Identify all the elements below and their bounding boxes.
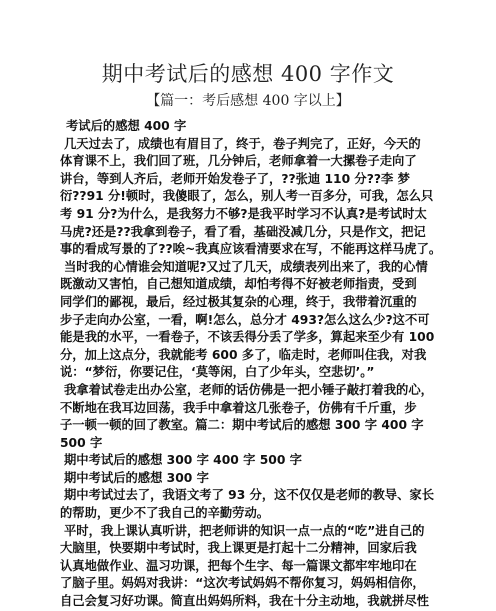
body-line: 考 91 分?为什么，是我努力不够?是我平时学习不认真?是考试时太 <box>60 206 427 221</box>
body-line: 不断地在我耳边回荡，我手中拿着这几张卷子，仿佛有千斤重，步 <box>60 400 417 415</box>
body-line: 几天过去了，成绩也有眉目了，终于，卷子判完了，正好，今天的 <box>64 136 421 151</box>
body-line: 分，加上这点分，我就能考 600 多了，临走时，老师叫住我，对我 <box>60 347 427 362</box>
body-line: 当时我的心情谁会知道呢?又过了几天，成绩表列出来了，我的心情 <box>64 259 428 274</box>
body-line: 衍??91 分!顿时，我傻眼了，怎么，别人考一百多分，可我，怎么只 <box>60 189 434 204</box>
body-line: 大脑里，快要期中考试时，我上课更是打起十二分精神，回家后我 <box>60 541 417 556</box>
body-line: 既激动又害怕，自己想知道成绩，却怕考得不好被老师指责，受到 <box>60 277 417 292</box>
document-body <box>60 118 444 611</box>
body-line: 了脑子里。妈妈对我讲：“这次考试妈妈不帮你复习，妈妈相信你， <box>60 576 425 591</box>
body-line: 500 字 <box>60 435 103 450</box>
body-line: 步子走向办公室，一看，啊!怎么，总分才 493?怎么这么少?这不可 <box>60 312 430 327</box>
body-line: 能是我的水平，一看卷子，不该丢得分丢了学多，算起来至少有 100 <box>60 330 435 345</box>
body-line: 期中考试后的感想 300 字 400 字 500 字 <box>64 453 302 468</box>
body-line: 期中考试后的感想 300 字 <box>64 470 209 485</box>
body-line: 考试后的感想 400 字 <box>66 119 187 133</box>
body-line: 事的看成写景的了??唉~我真应该看清要求在写，不能再这样马虎了。 <box>60 242 442 257</box>
body-line: 马虎?还是??我拿到卷子，看了看，基础没减几分，只是作文，把记 <box>60 224 426 239</box>
body-line: 说：“梦衍，你要记住，‘莫等闲，白了少年头，空悲切’。” <box>60 365 375 380</box>
body-line: 子一顿一顿的回了教室。篇二：期中考试后的感想 300 字 400 字 <box>60 418 424 433</box>
body-line: 体育课不上，我们回了班，几分钟后，老师拿着一大摞卷子走向了 <box>60 154 417 169</box>
body-line: 同学们的鄙视，最后，经过极其复杂的心理，终于，我带着沉重的 <box>60 294 417 309</box>
body-line: 认真地做作业、温习功课，把每个生字、每一篇课文都牢牢地印在 <box>60 558 417 573</box>
body-line: 我拿着试卷走出办公室，老师的话仿佛是一把小锤子敲打着我的心， <box>64 382 433 397</box>
document-subtitle: 【篇一：考后感想 400 字以上】 <box>146 93 350 109</box>
body-line: 的帮助，更少不了我自己的辛勤劳动。 <box>60 506 270 521</box>
document-title: 期中考试后的感想 400 字作文 <box>101 62 395 86</box>
body-line: 讲台，等到人齐后，老师开始发卷子了，??张迪 110 分??李 梦 <box>60 171 410 186</box>
body-line: 自己会复习好功课。简直出妈妈所料，我在十分主动地，我就拼尽性 <box>60 594 429 609</box>
body-line: 平时，我上课认真听讲，把老师讲的知识一点一点的“吃”进自己的 <box>64 523 425 538</box>
body-line: 期中考试过去了，我语文考了 93 分，这不仅仅是老师的教导、家长 <box>64 488 434 503</box>
